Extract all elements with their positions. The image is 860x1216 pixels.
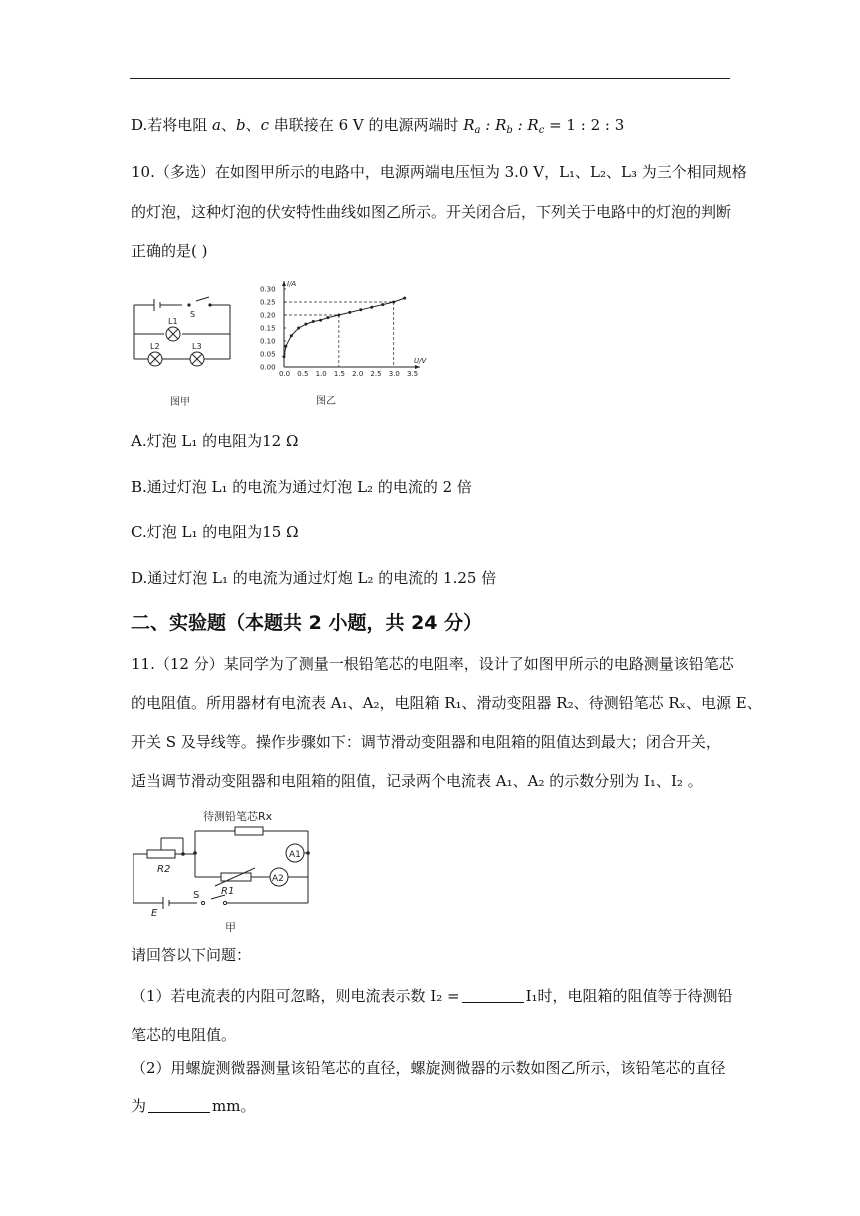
x-tick-label: 3.5 bbox=[407, 370, 419, 378]
sep: 、 bbox=[245, 116, 261, 134]
iv-chart bbox=[250, 276, 430, 408]
q11-fig-caption: 甲 bbox=[225, 921, 236, 934]
y-tick-label: 0.00 bbox=[260, 363, 276, 372]
data-point bbox=[392, 301, 395, 304]
q11-line3: 开关 S 及导线等。操作步骤如下：调节滑动变阻器和电阻箱的阻值达到最大；闭合开关， bbox=[131, 733, 721, 751]
header-rule bbox=[130, 78, 730, 79]
var-a: a bbox=[212, 116, 221, 134]
q11-sub1 bbox=[131, 985, 733, 1007]
x-axis-label: U/V bbox=[414, 357, 427, 365]
data-point bbox=[348, 311, 351, 314]
q10-option-c: C.灯泡 L₁ 的电阻为15 Ω bbox=[131, 523, 299, 541]
answer-blank-1[interactable] bbox=[462, 988, 524, 1003]
y-tick-label: 0.25 bbox=[260, 298, 276, 307]
sub1-text-after: I₁时，电阻箱的阻值等于待测铅 bbox=[525, 987, 733, 1005]
q11-sub2-line1: （2）用螺旋测微器测量该铅笔芯的直径，螺旋测微器的示数如图乙所示，该铅笔芯的直径 bbox=[131, 1059, 726, 1077]
q10-line2: 的灯泡，这种灯泡的伏安特性曲线如图乙所示。开关闭合后，下列关于电路中的灯泡的判断 bbox=[131, 203, 732, 221]
data-point bbox=[337, 314, 340, 317]
switch-label: S bbox=[190, 310, 196, 319]
ratio-expr: $R_a$ : $R_b$ : $R_c$ bbox=[463, 116, 545, 136]
sub2-text-before: 为 bbox=[131, 1097, 147, 1115]
y-tick-label: 0.15 bbox=[260, 324, 276, 333]
data-point bbox=[403, 297, 406, 300]
y-tick-label: 0.05 bbox=[260, 350, 276, 359]
data-point bbox=[326, 316, 329, 319]
q9-d-text: D.若将电阻 bbox=[131, 116, 213, 134]
iv-curve bbox=[284, 298, 405, 357]
r2-label: R2 bbox=[157, 864, 171, 875]
q10-line3: 正确的是( ) bbox=[131, 242, 208, 260]
sub2-text-after: mm。 bbox=[212, 1097, 256, 1115]
y-tick-label: 0.10 bbox=[260, 337, 276, 346]
s-label: S bbox=[193, 890, 200, 901]
q9-option-d bbox=[131, 114, 624, 142]
lamp-l1 bbox=[166, 327, 180, 341]
y-tick-label: 0.20 bbox=[260, 311, 276, 320]
x-tick-label: 3.0 bbox=[388, 370, 400, 378]
q11-line4: 适当调节滑动变阻器和电阻箱的阻值，记录两个电流表 A₁、A₂ 的示数分别为 I₁、I₂ 。 bbox=[131, 772, 703, 790]
x-tick-label: 1.5 bbox=[333, 370, 345, 378]
lamp-l2 bbox=[148, 352, 162, 366]
y-axis-label: I/A bbox=[287, 280, 297, 288]
fig-yi-caption: 图乙 bbox=[316, 396, 336, 407]
x-tick-label: 0.0 bbox=[279, 370, 291, 378]
data-point bbox=[312, 320, 315, 323]
q9-d-text-mid: 串联接在 6 V 的电源两端时 bbox=[269, 116, 464, 134]
q10-option-a: A.灯泡 L₁ 的电阻为12 Ω bbox=[131, 432, 299, 450]
ammeter-a2 bbox=[270, 868, 288, 886]
e-label: E bbox=[151, 908, 158, 919]
data-point bbox=[370, 306, 373, 309]
answer-blank-2[interactable] bbox=[148, 1098, 210, 1113]
q11-sub1-line2: 笔芯的电阻值。 bbox=[131, 1026, 237, 1044]
data-point bbox=[381, 303, 384, 306]
ammeter-a1 bbox=[286, 844, 304, 862]
q11-line2: 的电阻值。所用器材有电流表 A₁、A₂，电阻箱 R₁、滑动变阻器 R₂、待测铅笔芯 Rₓ、电源 E、 bbox=[131, 694, 762, 712]
a1-label: A1 bbox=[289, 850, 301, 860]
q11-line1: 11.（12 分）某同学为了测量一根铅笔芯的电阻率，设计了如图甲所示的电路测量该铅笔芯 bbox=[131, 655, 734, 673]
var-b: b bbox=[236, 116, 246, 134]
lamp2-label: L2 bbox=[150, 342, 160, 351]
data-point bbox=[304, 323, 307, 326]
data-point bbox=[284, 345, 287, 348]
q11-sub2-line2 bbox=[131, 1095, 255, 1117]
data-point bbox=[297, 327, 300, 330]
x-tick-label: 2.5 bbox=[370, 370, 382, 378]
x-tick-label: 1.0 bbox=[315, 370, 327, 378]
q11-prompt: 请回答以下问题： bbox=[131, 946, 252, 964]
q10-circuit-figure bbox=[126, 288, 238, 413]
sep: 、 bbox=[220, 116, 236, 134]
lamp-l3 bbox=[190, 352, 204, 366]
x-tick-label: 0.5 bbox=[297, 370, 309, 378]
lamp3-label: L3 bbox=[192, 342, 202, 351]
data-point bbox=[290, 334, 293, 337]
sub1-text-before: （1）若电流表的内阻可忽略，则电流表示数 I₂ = bbox=[131, 987, 460, 1005]
switch-contacts bbox=[187, 303, 211, 306]
x-tick-label: 2.0 bbox=[352, 370, 364, 378]
var-c: c bbox=[260, 116, 270, 134]
a2-label: A2 bbox=[272, 874, 284, 884]
lamp1-label: L1 bbox=[168, 317, 178, 326]
y-tick-label: 0.30 bbox=[260, 285, 276, 294]
q10-option-d: D.通过灯泡 L₁ 的电流为通过灯炮 L₂ 的电流的 1.25 倍 bbox=[131, 569, 497, 587]
data-point bbox=[319, 319, 322, 322]
rx-label: 待测铅笔芯Rx bbox=[203, 810, 273, 823]
data-point bbox=[283, 355, 286, 358]
fig-jia-caption: 图甲 bbox=[170, 397, 190, 408]
y-axis-arrow bbox=[282, 281, 286, 286]
ratio-value: = 1 : 2 : 3 bbox=[549, 116, 625, 134]
q11-circuit-figure bbox=[133, 800, 333, 935]
section-heading: 二、实验题（本题共 2 小题，共 24 分） bbox=[131, 612, 483, 634]
q10-option-b: B.通过灯泡 L₁ 的电流为通过灯泡 L₂ 的电流的 2 倍 bbox=[131, 478, 472, 496]
x-axis-arrow bbox=[415, 365, 420, 369]
r1-label: R1 bbox=[221, 886, 235, 897]
data-point bbox=[359, 308, 362, 311]
q10-line1: 10.（多选）在如图甲所示的电路中，电源两端电压恒为 3.0 V，L₁、L₂、L₃ 为三个相同规格 bbox=[131, 163, 747, 181]
